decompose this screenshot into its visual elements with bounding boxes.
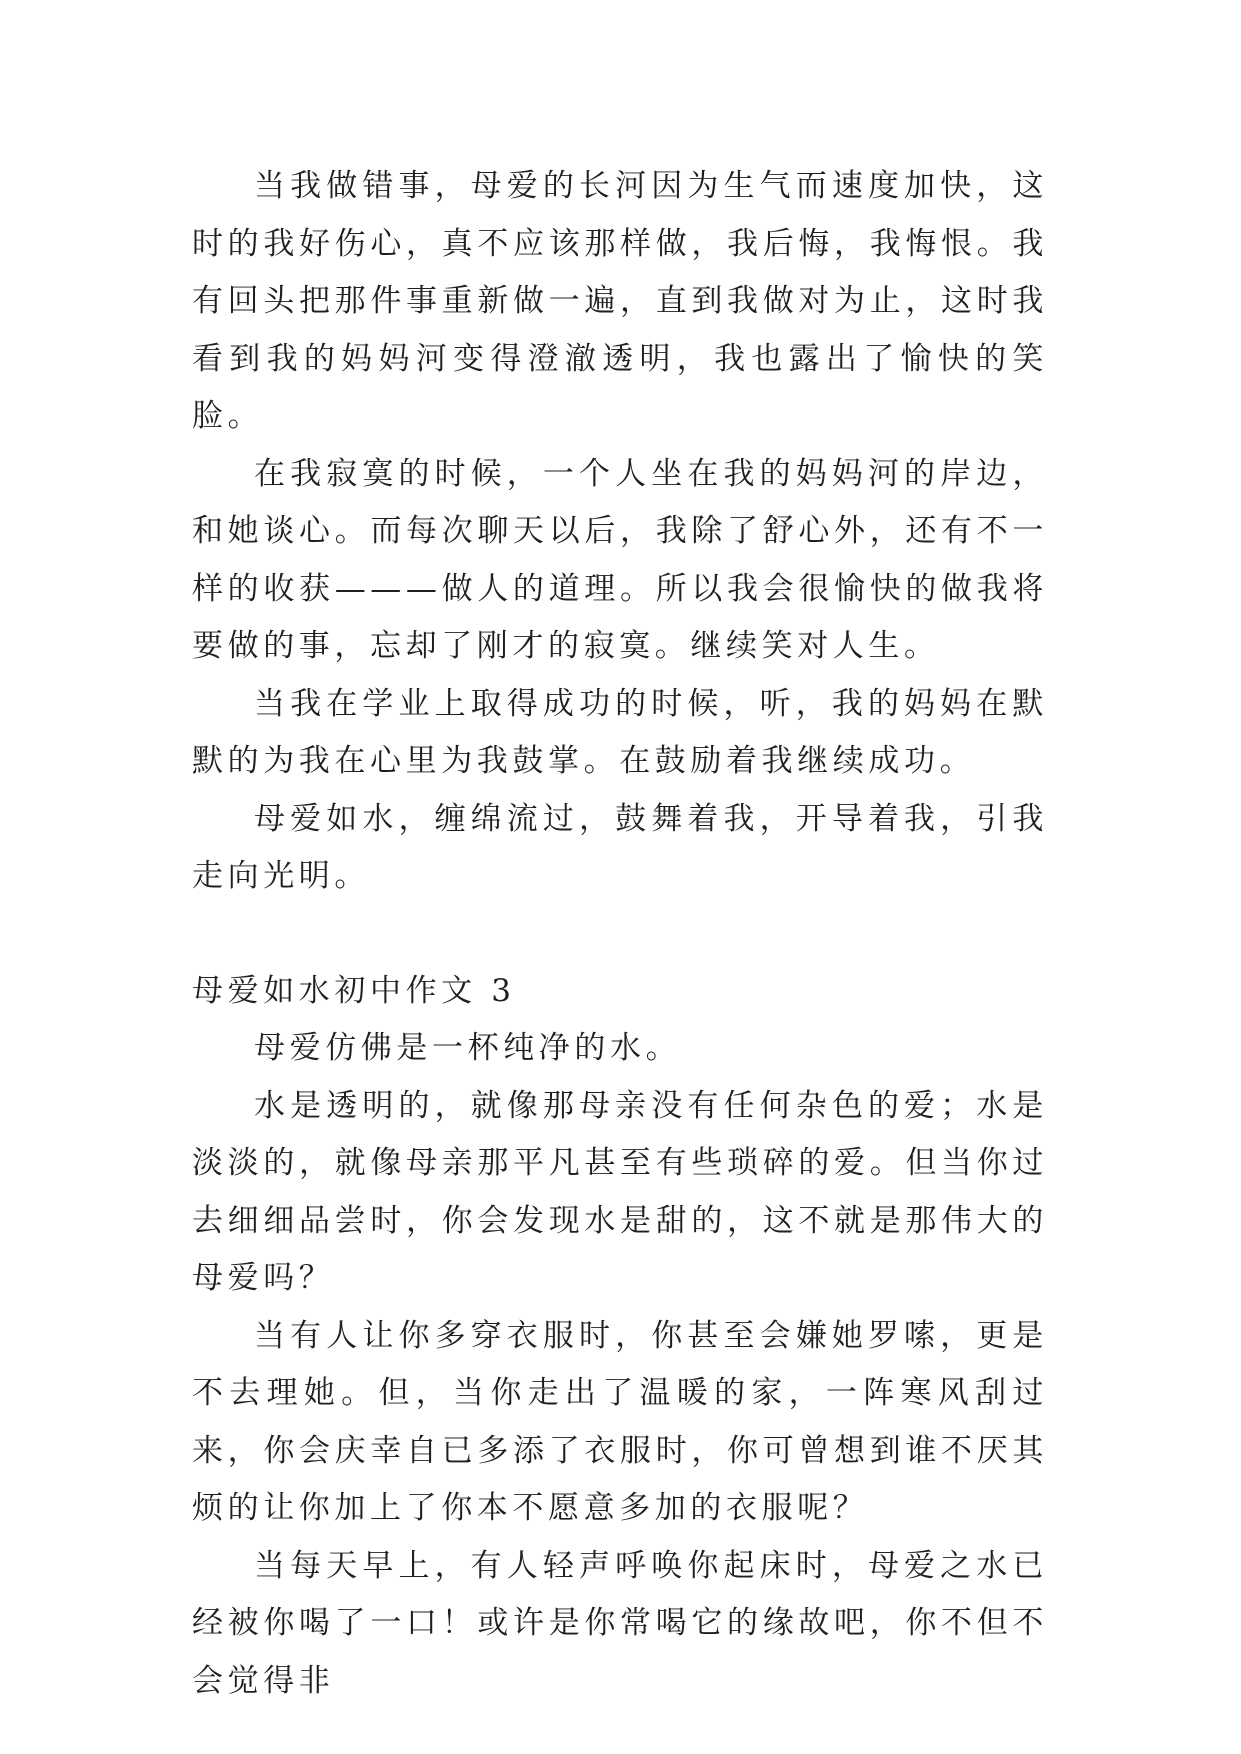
paragraph: 当我做错事，母爱的长河因为生气而速度加快，这时的我好伤心，真不应该那样做，我后悔，我悔恨。我有回头把那件事重新做一遍，直到我做对为止，这时我看到我的妈妈河变得澄澈透明，我也露出了愉快的笑脸。 [192, 168, 1048, 434]
paragraph: 当每天早上，有人轻声呼唤你起床时，母爱之水已经被你喝了一口！或许是你常喝它的缘故吧，你不但不会觉得非 [192, 1547, 1048, 1699]
section-title: 母爱如水初中作文 3 [192, 972, 516, 1009]
paragraph: 水是透明的，就像那母亲没有任何杂色的爱；水是淡淡的，就像母亲那平凡甚至有些琐碎的爱。但当你过去细细品尝时，你会发现水是甜的，这不就是那伟大的母爱吗？ [192, 1087, 1048, 1296]
paragraph: 在我寂寞的时候，一个人坐在我的妈妈河的岸边，和她谈心。而每次聊天以后，我除了舒心外，还有不一样的收获———做人的道理。所以我会很愉快的做我将要做的事，忘却了刚才的寂寞。继续笑对人生。 [192, 455, 1048, 664]
paragraph: 当我在学业上取得成功的时候，听，我的妈妈在默默的为我在心里为我鼓掌。在鼓励着我继续成功。 [192, 685, 1048, 779]
paragraph: 母爱如水，缠绵流过，鼓舞着我，开导着我，引我走向光明。 [192, 800, 1048, 894]
essay-body [192, 158, 1048, 1710]
paragraph: 当有人让你多穿衣服时，你甚至会嫌她罗嗦，更是不去理她。但，当你走出了温暖的家，一阵寒风刮过来，你会庆幸自已多添了衣服时，你可曾想到谁不厌其烦的让你加上了你本不愿意多加的衣服呢？ [192, 1317, 1048, 1526]
paragraph: 母爱仿佛是一杯纯净的水。 [254, 1030, 682, 1066]
